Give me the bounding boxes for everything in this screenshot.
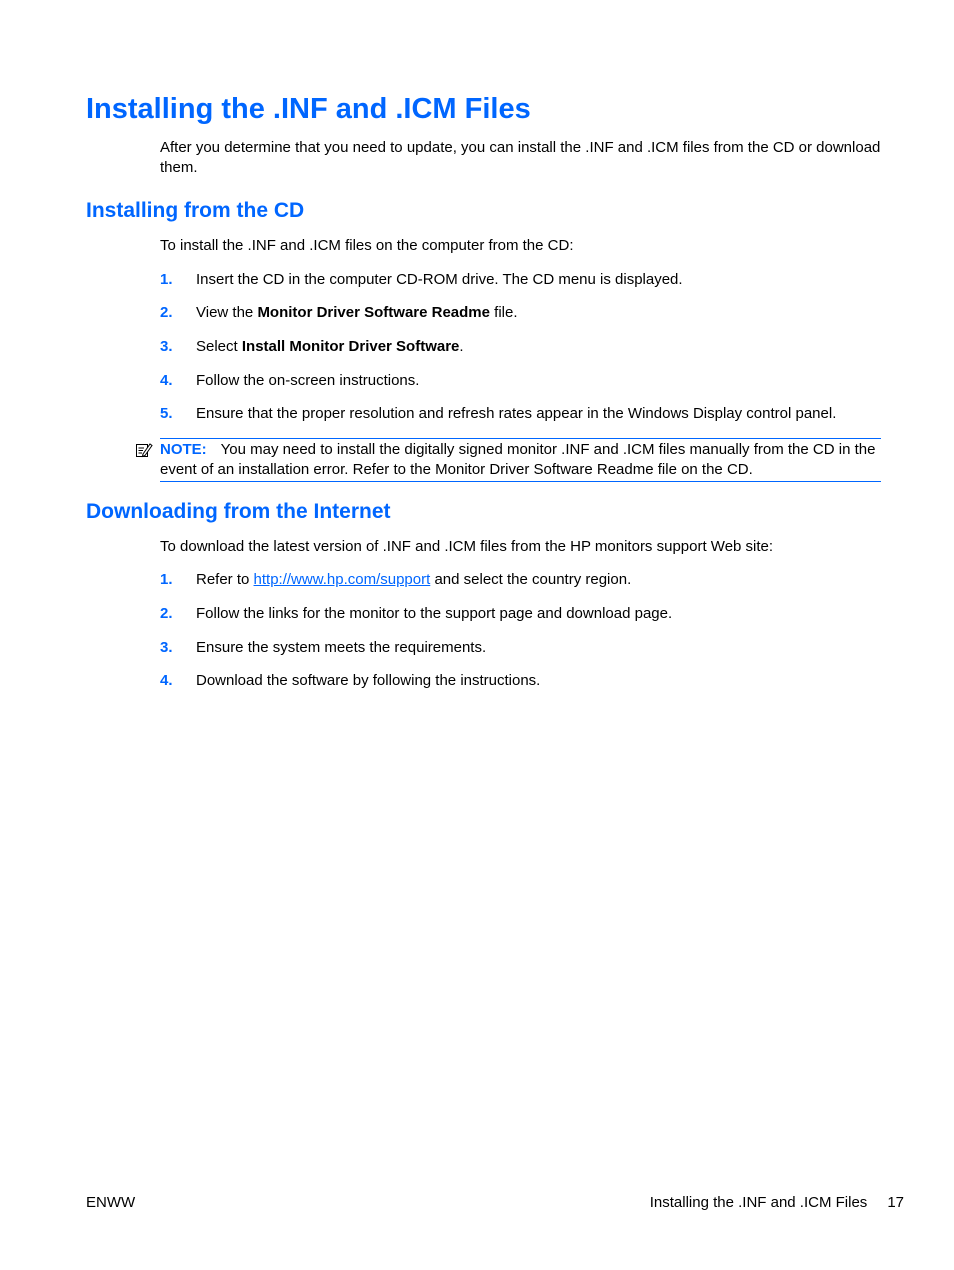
step-text-post: and select the country region. [430,571,632,588]
footer-section-title: Installing the .INF and .ICM Files [649,1194,868,1211]
footer-right [650,1193,904,1213]
step-number: 2. [160,605,173,622]
note-label: NOTE: [160,441,207,458]
hp-support-link[interactable]: http://www.hp.com/support [253,571,431,588]
step-number: 4. [160,372,173,389]
note-text: You may need to install the digitally signed monitor .INF and .ICM files manually from the CD in the event of an installation error. Refer to the Monitor Driver Software Readme file on the CD. [160,441,876,478]
page-number: 17 [887,1194,904,1211]
step-text-pre: Refer to [196,571,254,588]
step-number: 1. [160,271,173,288]
section-heading-internet: Downloading from the Internet [86,500,391,523]
step-text: Follow the on-screen instructions. [196,372,420,389]
step-text-post: file. [490,304,518,321]
step-text [196,337,464,357]
step-number: 3. [160,338,173,355]
install-option-name: Install Monitor Driver Software [241,338,460,355]
step-number: 5. [160,405,173,422]
step-text [196,570,631,590]
step-text-post: . [459,338,464,355]
intro-paragraph: After you determine that you need to update, you can install the .INF and .ICM files from the CD or download them. [160,139,881,176]
section-heading-cd: Installing from the CD [86,199,305,222]
step-text: Ensure that the proper resolution and refresh rates appear in the Windows Display control panel. [196,405,837,422]
step-text-pre: View the [196,304,258,321]
step-text [196,303,518,323]
step-number: 1. [160,571,173,588]
step-number: 2. [160,304,173,321]
note-box [160,438,881,482]
footer-left-label: ENWW [86,1194,136,1211]
step-number: 4. [160,672,173,689]
step-number: 3. [160,639,173,656]
step-text: Ensure the system meets the requirements. [196,639,487,656]
note-pencil-icon [135,441,153,459]
step-text: Download the software by following the instructions. [196,672,541,689]
internet-lead-paragraph: To download the latest version of .INF and .ICM files from the HP monitors support Web site: [160,538,774,555]
step-text: Insert the CD in the computer CD-ROM drive. The CD menu is displayed. [196,271,683,288]
cd-lead-paragraph: To install the .INF and .ICM files on the computer from the CD: [160,237,574,254]
page-title: Installing the .INF and .ICM Files [86,93,531,125]
step-text-pre: Select [196,338,242,355]
step-text: Follow the links for the monitor to the support page and download page. [196,605,673,622]
readme-file-name: Monitor Driver Software Readme [257,304,490,321]
